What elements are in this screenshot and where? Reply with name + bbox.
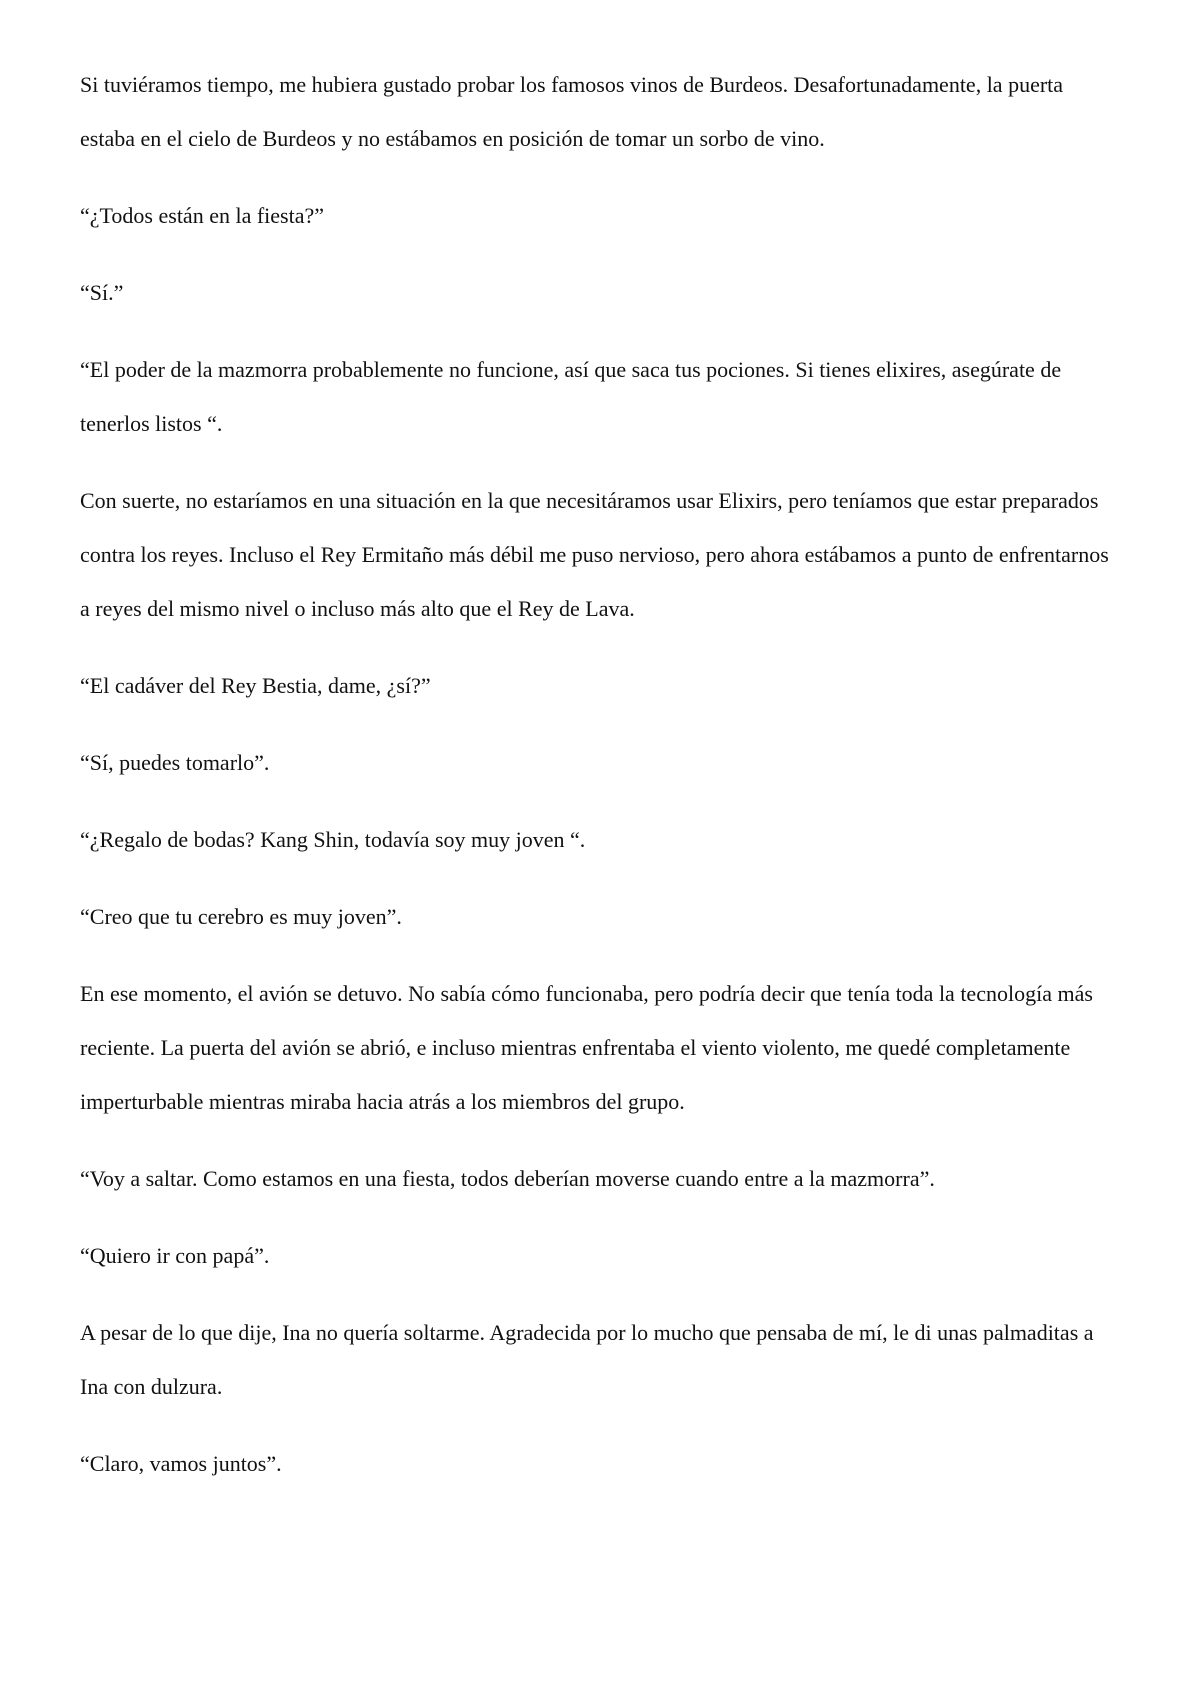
paragraph: “¿Regalo de bodas? Kang Shin, todavía soy muy joven “. (80, 827, 586, 852)
document-page (80, 58, 1120, 1514)
paragraph: “El cadáver del Rey Bestia, dame, ¿sí?” (80, 673, 431, 698)
paragraph: “Creo que tu cerebro es muy joven”. (80, 904, 402, 929)
paragraph: “Quiero ir con papá”. (80, 1243, 270, 1268)
paragraph: “Sí.” (80, 280, 124, 305)
paragraph: “Claro, vamos juntos”. (80, 1451, 282, 1476)
paragraph: “Sí, puedes tomarlo”. (80, 750, 270, 775)
paragraph: En ese momento, el avión se detuvo. No sabía cómo funcionaba, pero podría decir que tenía toda la tecnología más reciente. La puerta del avión se abrió, e incluso mientras enfrentaba el viento violento, me quedé completamente imperturbable mientras miraba hacia atrás a los miembros del grupo. (80, 981, 1093, 1114)
paragraph: “Voy a saltar. Como estamos en una fiesta, todos deberían moverse cuando entre a la mazmorra”. (80, 1166, 935, 1191)
paragraph: A pesar de lo que dije, Ina no quería soltarme. Agradecida por lo mucho que pensaba de mí, le di unas palmaditas a Ina con dulzura. (80, 1320, 1094, 1399)
paragraph: Si tuviéramos tiempo, me hubiera gustado probar los famosos vinos de Burdeos. Desafortunadamente, la puerta estaba en el cielo de Burdeos y no estábamos en posición de tomar un sorbo de vino. (80, 72, 1064, 151)
paragraph: “El poder de la mazmorra probablemente no funcione, así que saca tus pociones. Si tienes elixires, asegúrate de tenerlos listos “. (80, 357, 1062, 436)
paragraph: “¿Todos están en la fiesta?” (80, 203, 325, 228)
paragraph: Con suerte, no estaríamos en una situación en la que necesitáramos usar Elixirs, pero teníamos que estar preparados contra los reyes. Incluso el Rey Ermitaño más débil me puso nervioso, pero ahora estábamos a punto de enfrentarnos a reyes del mismo nivel o incluso más alto que el Rey de Lava. (80, 488, 1109, 621)
